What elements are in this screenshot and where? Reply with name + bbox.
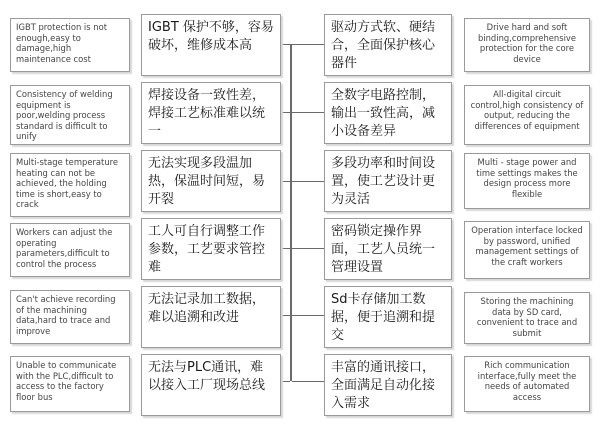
connector-left-1 [280, 44, 290, 45]
right-chinese-box-4: 密码锁定操作界面，工艺人员统一管理设置 [324, 218, 452, 280]
right-chinese-box-6: 丰富的通讯接口，全面满足自动化接入需求 [324, 354, 452, 416]
connector-left-4 [280, 248, 290, 249]
right-english-box-6: Rich communication interface,fully meet the needs of automated access [464, 356, 590, 412]
connector-left-3 [280, 181, 290, 182]
connector-right-5 [292, 315, 324, 316]
left-english-box-3: Multi-stage temperature heating can not be achieved, the holding time is short,easy to crack [10, 153, 130, 217]
connector-right-4 [292, 248, 324, 249]
left-english-box-2: Consistency of welding equipment is poor,welding process standard is difficult to unify [10, 85, 130, 145]
connector-left-5 [280, 315, 290, 316]
connector-left-6 [280, 381, 290, 382]
connector-right-1 [292, 44, 324, 45]
left-english-box-4: Workers can adjust the operating parameters,difficult to control the process [10, 223, 130, 277]
left-chinese-box-2: 焊接设备一致性差，焊接工艺标准难以统一 [141, 82, 281, 144]
connector-right-2 [292, 112, 324, 113]
connector-right-6 [292, 381, 324, 382]
right-chinese-box-1: 驱动方式软、硬结合，全面保护核心器件 [324, 14, 452, 76]
right-english-box-2: All-digital circuit control,high consistency of output, reducing the differences of equipment [464, 85, 590, 145]
right-english-box-4: Operation interface locked by password, unified management settings of the craft workers [464, 221, 590, 279]
right-chinese-box-3: 多段功率和时间设置，使工艺设计更为灵活 [324, 150, 452, 212]
left-english-box-1: IGBT protection is not enough,easy to damage,high maintenance cost [10, 18, 130, 72]
left-english-box-5: Can't achieve recording of the machining data,hard to trace and improve [10, 290, 130, 344]
right-chinese-box-5: Sd卡存储加工数据，便于追溯和提交 [324, 286, 452, 348]
left-chinese-box-6: 无法与PLC通讯，难以接入工厂现场总线 [141, 354, 281, 416]
left-chinese-box-4: 工人可自行调整工作参数，工艺要求管控难 [141, 218, 281, 280]
right-english-box-3: Multi - stage power and time settings makes the design process more flexible [464, 153, 590, 209]
left-english-box-6: Unable to communicate with the PLC,difficult to access to the factory floor bus [10, 356, 130, 412]
right-english-box-1: Drive hard and soft binding,comprehensive protection for the core device [464, 18, 590, 72]
connector-right-3 [292, 181, 324, 182]
right-english-box-5: Storing the machining data by SD card, convenient to trace and submit [464, 292, 590, 344]
left-chinese-box-3: 无法实现多段温加热，保温时间短，易开裂 [141, 150, 281, 212]
left-chinese-box-5: 无法记录加工数据，难以追溯和改进 [141, 286, 281, 348]
trunk-line [290, 44, 292, 381]
connector-left-2 [280, 112, 290, 113]
right-chinese-box-2: 全数字电路控制，输出一致性高，减小设备差异 [324, 82, 452, 144]
left-chinese-box-1: IGBT 保护不够，容易破坏，维修成本高 [141, 14, 281, 76]
